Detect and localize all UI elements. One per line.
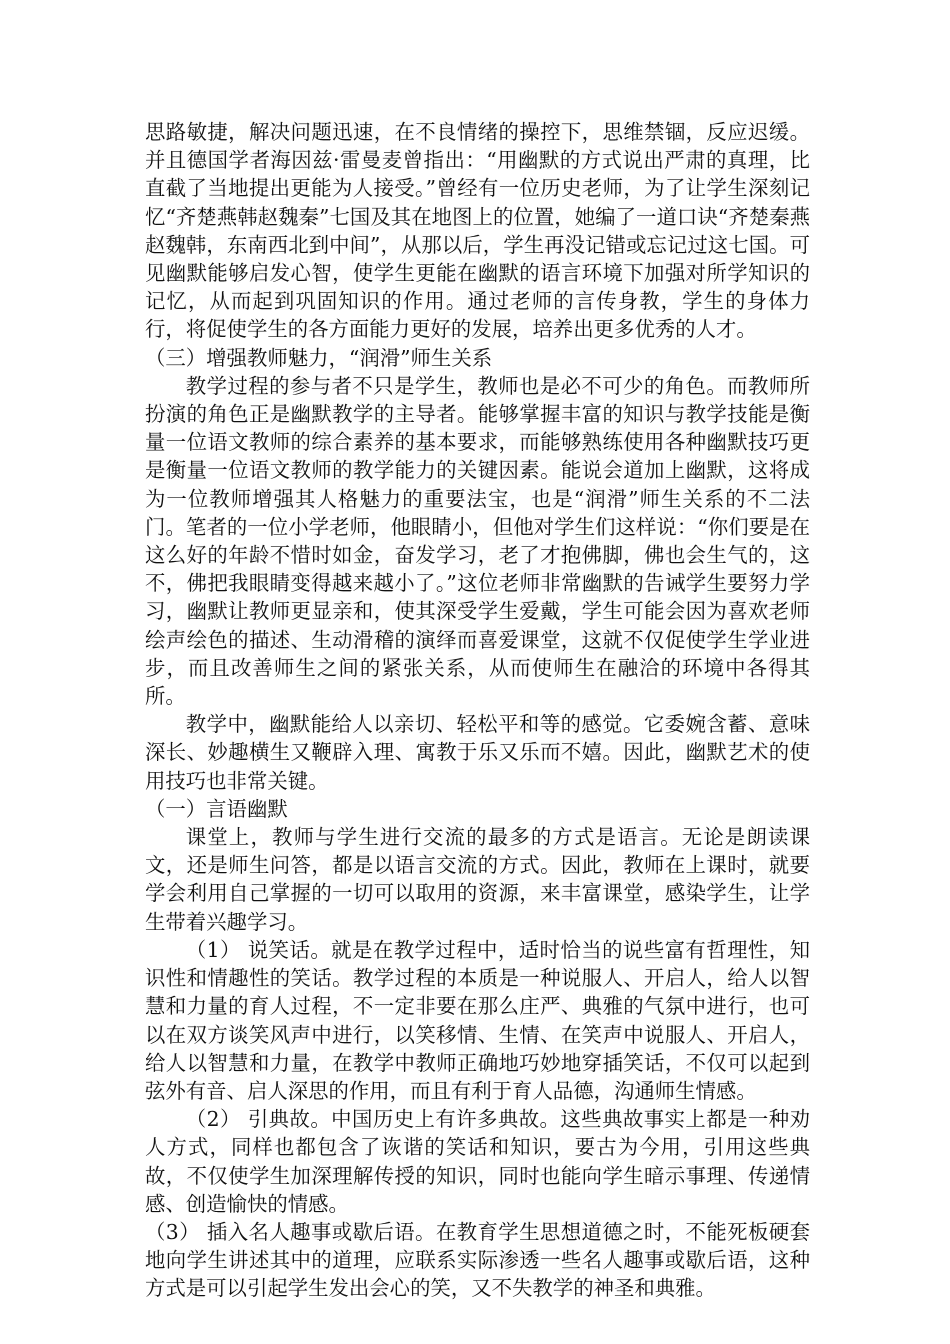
paragraph-telling-jokes: （1） 说笑话。就是在教学过程中，适时恰当的说些富有哲理性，知识性和情趣性的笑话。教学过程的本质是一种说服人、开启人，给人以智慧和力量的育人过程，不一定非要在那么庄严、典雅的气氛中进行，也可以在双方谈笑风声中进行，以笑移情、生情、在笑声中说服人、开启人，给人以智慧和力量，在教学中教师正确地巧妙地穿插笑话，不仅可以起到弦外有音、启人深思的作用，而且有利于育人品德，沟通师生情感。 <box>145 937 810 1103</box>
paragraph-classroom-language: 课堂上，教师与学生进行交流的最多的方式是语言。无论是朗读课文，还是师生问答，都是以语言交流的方式。因此，教师在上课时，就要学会利用自己掌握的一切可以取用的资源，来丰富课堂，感染学生，让学生带着兴趣学习。 <box>145 825 810 934</box>
section-heading-teacher-charm: （三）增强教师魅力，“润滑”师生关系 <box>145 345 493 370</box>
paragraph-memory-effect: 思路敏捷，解决问题迅速，在不良情绪的操控下，思维禁锢，反应迟缓。并且德国学者海因兹·雷曼麦曾指出：“用幽默的方式说出严肃的真理，比直截了当地提出更能为人接受。”曾经有一位历史老师，为了让学生深刻记忆“齐楚燕韩赵魏秦”七国及其在地图上的位置，她编了一道口诀“齐楚秦燕赵魏韩，东南西北到中间”，从那以后，学生再没记错或忘记过这七国。可见幽默能够启发心智，使学生更能在幽默的语言环境下加强对所学知识的记忆，从而起到巩固知识的作用。通过老师的言传身教，学生的身体力行，将促使学生的各方面能力更好的发展，培养出更多优秀的人才。 <box>145 120 810 342</box>
document-page <box>145 118 810 1303</box>
paragraph-humor-feeling: 教学中，幽默能给人以亲切、轻松平和等的感觉。它委婉含蓄、意味深长、妙趣横生又鞭辟入理、寓教于乐又乐而不嬉。因此，幽默艺术的使用技巧也非常关键。 <box>145 712 810 793</box>
paragraph-citing-allusions: （2） 引典故。中国历史上有许多典故。这些典故事实上都是一种劝人方式，同样也都包含了诙谐的笑话和知识，要古为今用，引用这些典故，不仅使学生加深理解传授的知识，同时也能向学生暗示事理、传递情感、创造愉快的情感。 <box>145 1107 810 1216</box>
paragraph-teacher-role: 教学过程的参与者不只是学生，教师也是必不可少的角色。而教师所扮演的角色正是幽默教学的主导者。能够掌握丰富的知识与教学技能是衡量一位语文教师的综合素养的基本要求，而能够熟练使用各种幽默技巧更是衡量一位语文教师的教学能力的关键因素。能说会道加上幽默，这将成为一位教师增强其人格魅力的重要法宝，也是“润滑”师生关系的不二法门。笔者的一位小学老师，他眼睛小，但他对学生们这样说：“你们要是在这么好的年龄不惜时如金，奋发学习，老了才抱佛脚，佛也会生气的，这不，佛把我眼睛变得越来越小了。”这位老师非常幽默的告诫学生要努力学习，幽默让教师更显亲和，使其深受学生爱戴，学生可能会因为喜欢老师绘声绘色的描述、生动滑稽的演绎而喜爱课堂，这就不仅促使学生学业进步，而且改善师生之间的紧张关系，从而使师生在融洽的环境中各得其所。 <box>145 373 810 709</box>
section-heading-verbal-humor: （一）言语幽默 <box>145 796 288 821</box>
paragraph-anecdotes-xiehouyu: （3） 插入名人趣事或歇后语。在教育学生思想道德之时，不能死板硬套地向学生讲述其中的道理，应联系实际渗透一些名人趣事或歇后语，这种方式是可以引起学生发出会心的笑，又不失教学的神圣和典雅。 <box>145 1219 810 1301</box>
